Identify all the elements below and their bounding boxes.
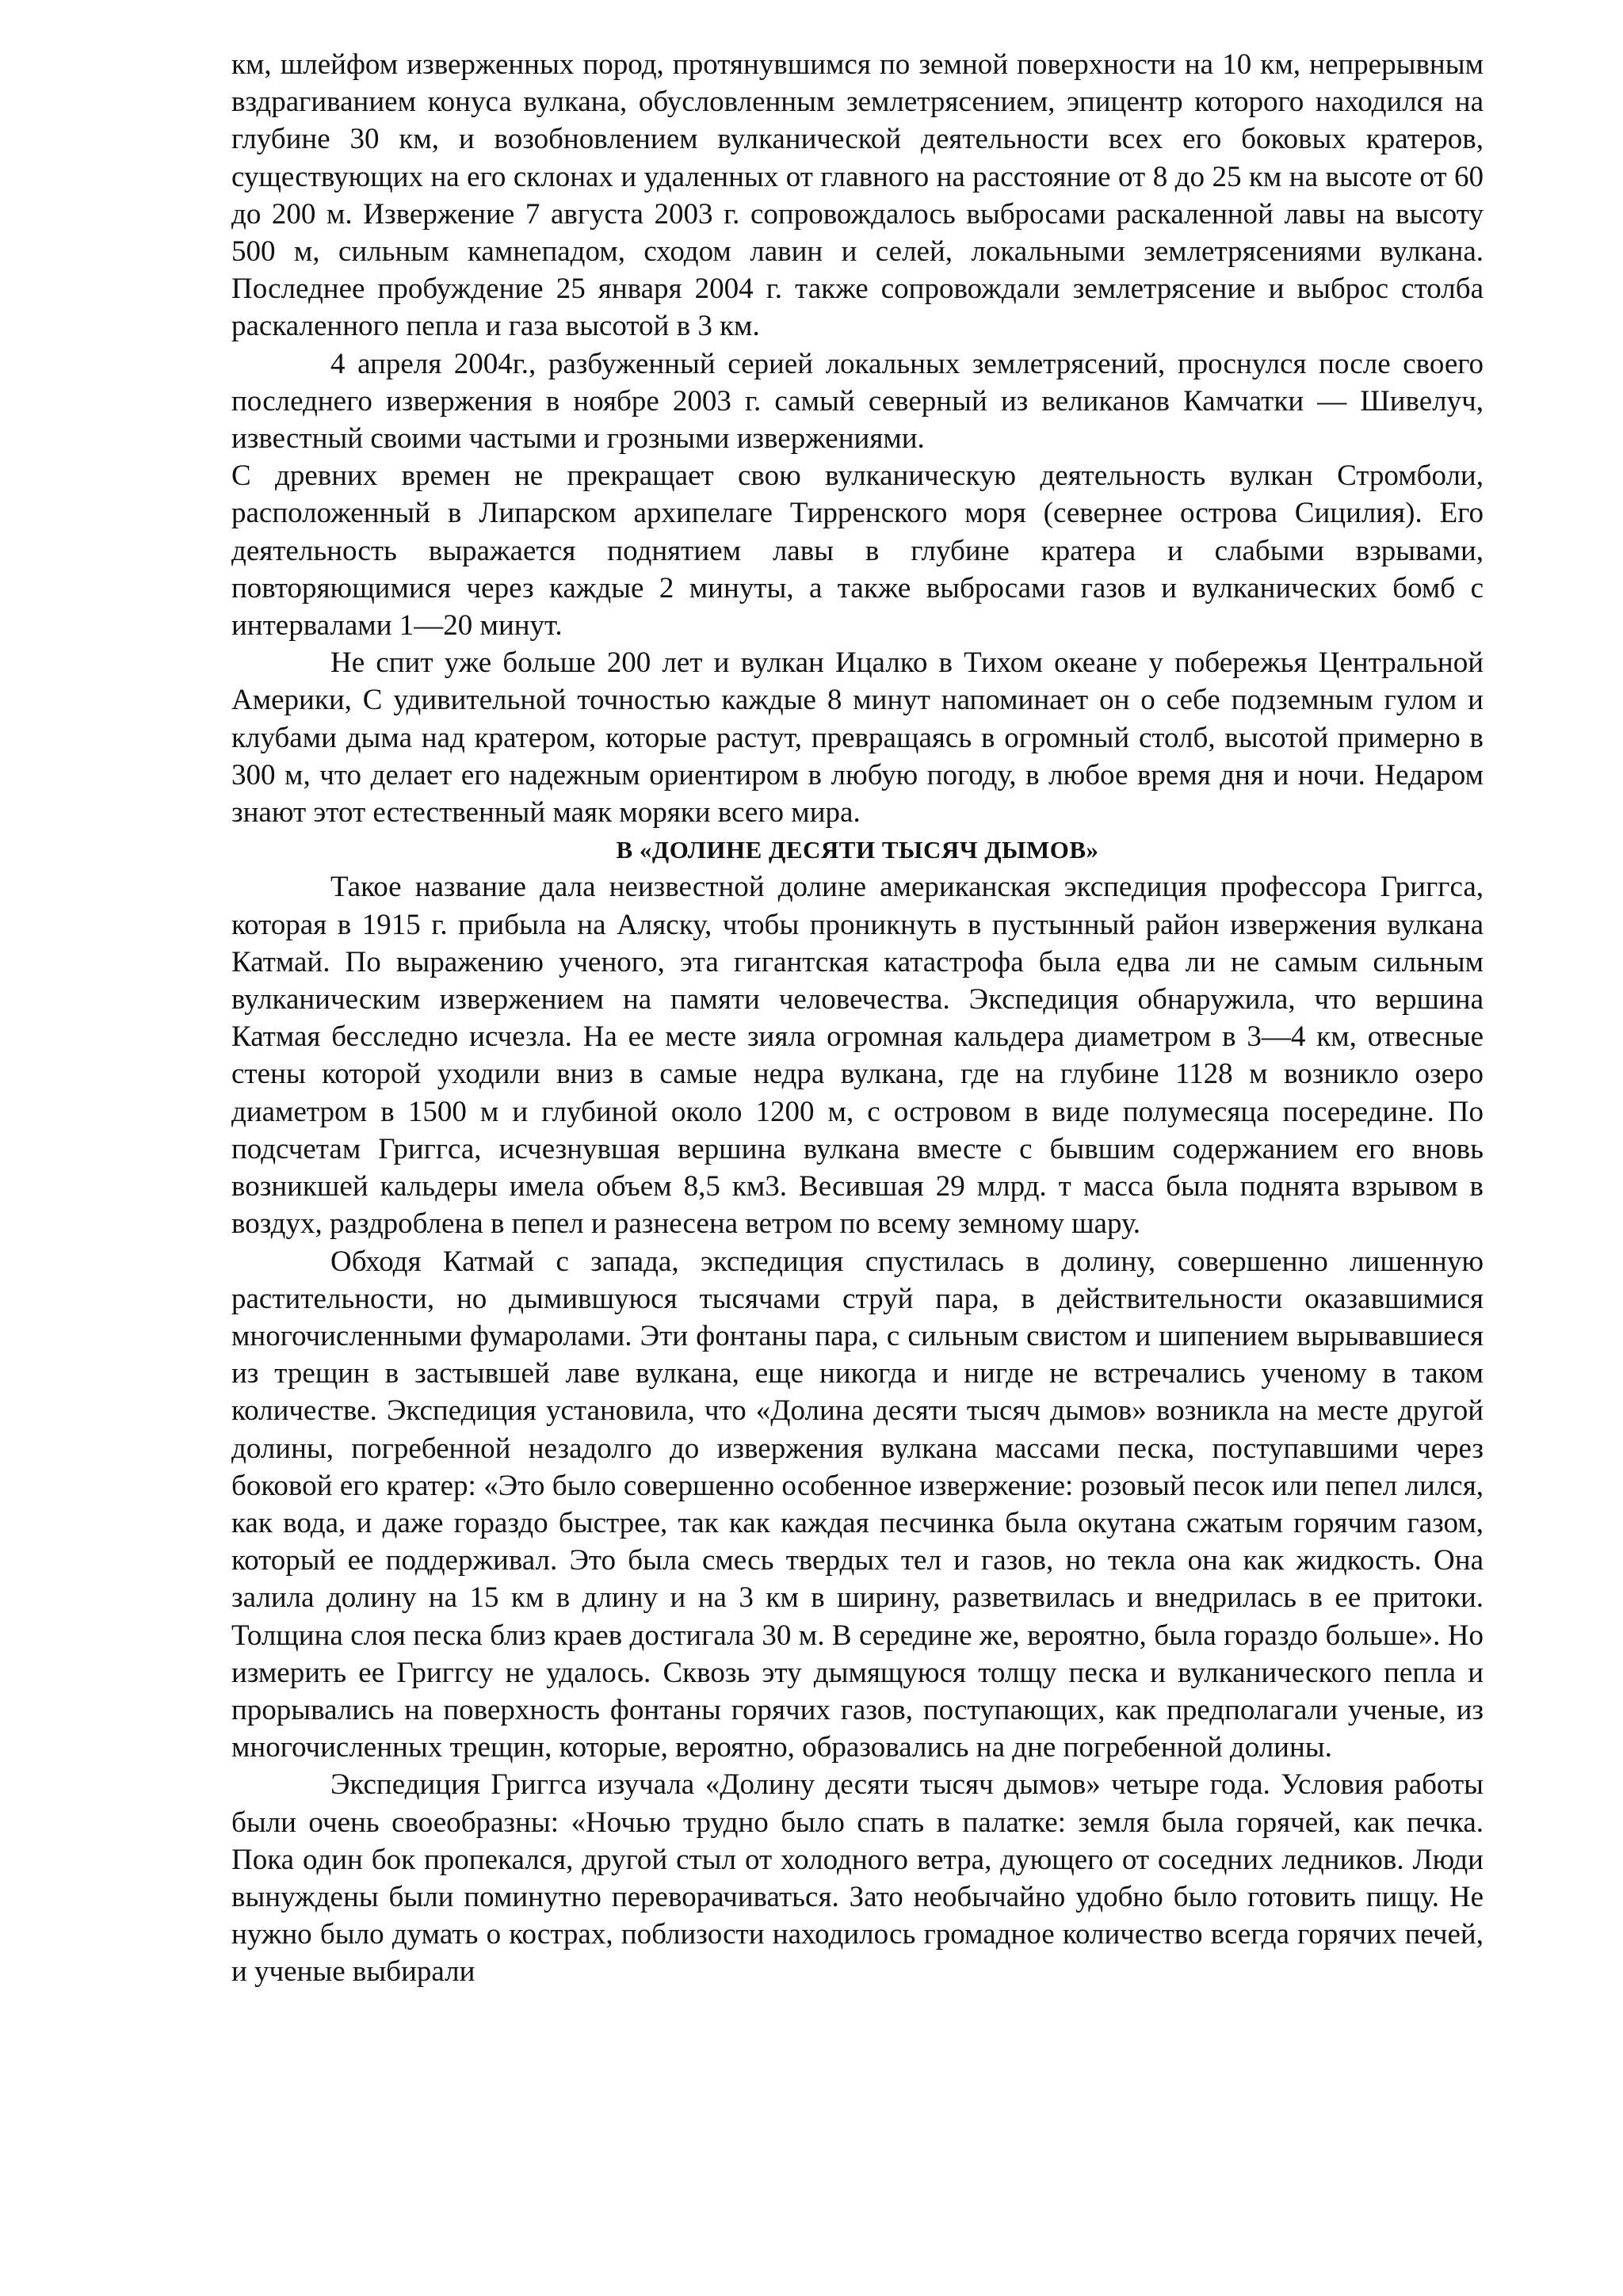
paragraph-stromboli: С древних времен не прекращает свою вулканическую деятельность вулкан Стромболи, расположенный в Липарском архипелаге Тирренского моря (севернее острова Сицилия). Его деятельность выражается поднятием лавы в глубине кратера и слабыми взрывами, повторяющимися через каждые 2 минуты, а также выбросами газов и вулканических бомб с интервалами 1—20 минут. [231,460,1484,643]
section-heading: В «ДОЛИНЕ ДЕСЯТИ ТЫСЯЧ ДЫМОВ» [616,836,1099,864]
paragraph-expedition-conditions: Экспедиция Григгса изучала «Долину десяти тысяч дымов» четыре года. Условия работы были очень своеобразны: «Ночью трудно было спать в палатке: земля была горячей, как печка. Пока один бок пропекался, другой стыл от холодного ветра, дующего от соседних ледников. Люди вынуждены были поминутно переворачиваться. Зато необычайно удобно было готовить пищу. Не нужно было думать о кострах, поблизости находилось громадное количество всегда горячих печей, и ученые выбирали [231,1768,1484,1989]
paragraph-shiveluch: 4 апреля 2004г., разбуженный серией локальных землетрясений, проснулся после своего последнего извержения в ноябре 2003 г. самый северный из великанов Камчатки — Шивелуч, известный своими частыми и грозными извержениями. [231,347,1484,456]
paragraph-katmai-expedition: Такое название дала неизвестной долине американская экспедиция профессора Григгса, которая в 1915 г. прибыла на Аляску, чтобы проникнуть в пустынный район извержения вулкана Катмай. По выражению ученого, эта гигантская катастрофа была едва ли не самым сильным вулканическим извержением на памяти человечества. Экспедиция обнаружила, что вершина Катмая бесследно исчезла. На ее месте зияла огромная кальдера диаметром в 3—4 км, отвесные стены которой уходили вниз в самые недра вулкана, где на глубине 1128 м возникло озеро диаметром в 1500 м и глубиной около 1200 м, с островом в виде полумесяца посередине. По подсчетам Григгса, исчезнувшая вершина вулкана вместе с бывшим содержанием его вновь возникшей кальдеры имела объем 8,5 км3. Весившая 29 млрд. т масса была поднята взрывом в воздух, раздроблена в пепел и разнесена ветром по всему земному шару. [231,871,1484,1241]
document-page [231,46,1484,1991]
paragraph-continued: км, шлейфом изверженных пород, протянувшимся по земной поверхности на 10 км, непрерывным вздрагиванием конуса вулкана, обусловленным землетрясением, эпицентр которого находился на глубине 30 км, и возобновлением вулканической деятельности всех его боковых кратеров, существующих на его склонах и удаленных от главного на расстояние от 8 до 25 км на высоте от 60 до 200 м. Извержение 7 августа 2003 г. сопровождалось выбросами раскаленной лавы на высоту 500 м, сильным камнепадом, сходом лавин и селей, локальными землетрясениями вулкана. Последнее пробуждение 25 января 2004 г. также сопровождали землетрясение и выброс столба раскаленного пепла и газа высотой в 3 км. [231,48,1484,343]
paragraph-valley-descent: Обходя Катмай с запада, экспедиция спустилась в долину, совершенно лишенную растительности, но дымившуюся тысячами струй пара, в действительности оказавшимися многочисленными фумаролами. Эти фонтаны пара, с сильным свистом и шипением вырывавшиеся из трещин в застывшей лаве вулкана, еще никогда и нигде не встречались ученому в таком количестве. Экспедиция установила, что «Долина десяти тысяч дымов» возникла на месте другой долины, погребенной незадолго до извержения вулкана массами песка, поступавшими через боковой его кратер: «Это было совершенно особенное извержение: розовый песок или пепел лился, как вода, и даже гораздо быстрее, так как каждая песчинка была окутана сжатым горячим газом, который ее поддерживал. Это была смесь твердых тел и газов, но текла она как жидкость. Она залила долину на 15 км в длину и на 3 км в ширину, разветвилась и внедрилась в ее притоки. Толщина слоя песка близ краев достигала 30 м. В середине же, вероятно, была гораздо больше». Но измерить ее Григгсу не удалось. Сквозь эту дымящуюся толщу песка и вулканического пепла и прорывались на поверхность фонтаны горячих газов, поступающих, как предполагали ученые, из многочисленных трещин, которые, вероятно, образовались на дне погребенной долины. [231,1245,1484,1764]
paragraph-izalco: Не спит уже больше 200 лет и вулкан Ицалко в Тихом океане у побережья Центральной Америки, С удивительной точностью каждые 8 минут напоминает он о себе подземным гулом и клубами дыма над кратером, которые растут, превращаясь в огромный столб, высотой примерно в 300 м, что делает его надежным ориентиром в любую погоду, в любое время дня и ночи. Недаром знают этот естественный маяк моряки всего мира. [231,646,1484,830]
